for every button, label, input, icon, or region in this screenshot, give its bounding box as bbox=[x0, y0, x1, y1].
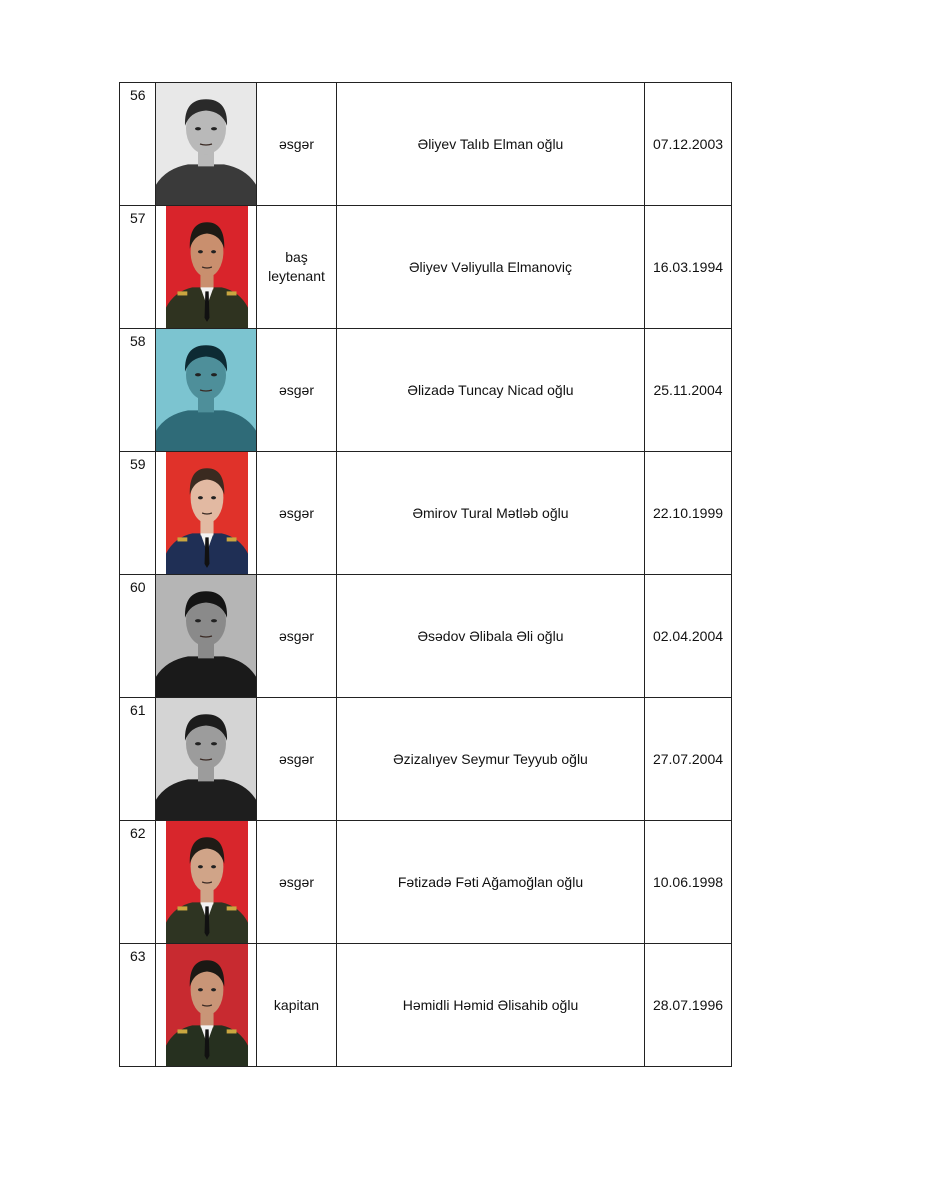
portrait-photo bbox=[156, 83, 256, 205]
portrait-frame bbox=[156, 698, 256, 820]
table-row bbox=[120, 83, 732, 206]
table-row bbox=[120, 821, 732, 944]
portrait-cell bbox=[156, 329, 257, 452]
portrait-photo bbox=[166, 944, 248, 1066]
table-row bbox=[120, 329, 732, 452]
portrait-frame bbox=[166, 821, 248, 943]
date-cell: 16.03.1994 bbox=[645, 206, 732, 329]
table-row bbox=[120, 206, 732, 329]
portrait-cell bbox=[156, 83, 257, 206]
date-cell: 28.07.1996 bbox=[645, 944, 732, 1067]
row-number: 57 bbox=[120, 206, 156, 329]
row-number: 61 bbox=[120, 698, 156, 821]
row-number: 63 bbox=[120, 944, 156, 1067]
table-row bbox=[120, 452, 732, 575]
rank-cell: əsgər bbox=[257, 698, 337, 821]
name-cell: Fətizadə Fəti Ağamoğlan oğlu bbox=[337, 821, 645, 944]
table-row bbox=[120, 575, 732, 698]
table-row bbox=[120, 944, 732, 1067]
rank-cell: əsgər bbox=[257, 821, 337, 944]
table-row bbox=[120, 698, 732, 821]
rank-cell: kapitan bbox=[257, 944, 337, 1067]
date-cell: 10.06.1998 bbox=[645, 821, 732, 944]
portrait-photo bbox=[166, 821, 248, 943]
name-cell: Əmirov Tural Mətləb oğlu bbox=[337, 452, 645, 575]
date-cell: 25.11.2004 bbox=[645, 329, 732, 452]
row-number: 60 bbox=[120, 575, 156, 698]
rank-cell: baş leytenant bbox=[257, 206, 337, 329]
portrait-photo bbox=[156, 575, 256, 697]
portrait-photo bbox=[156, 329, 256, 451]
name-cell: Əliyev Talıb Elman oğlu bbox=[337, 83, 645, 206]
portrait-frame bbox=[156, 329, 256, 451]
row-number: 56 bbox=[120, 83, 156, 206]
portrait-frame bbox=[166, 452, 248, 574]
rank-cell: əsgər bbox=[257, 329, 337, 452]
portrait-frame bbox=[156, 575, 256, 697]
name-cell: Əlizadə Tuncay Nicad oğlu bbox=[337, 329, 645, 452]
name-cell: Həmidli Həmid Əlisahib oğlu bbox=[337, 944, 645, 1067]
portrait-cell bbox=[156, 944, 257, 1067]
date-cell: 02.04.2004 bbox=[645, 575, 732, 698]
portrait-cell bbox=[156, 698, 257, 821]
personnel-table bbox=[119, 82, 732, 1067]
portrait-frame bbox=[166, 206, 248, 328]
portrait-photo bbox=[156, 698, 256, 820]
row-number: 59 bbox=[120, 452, 156, 575]
portrait-cell bbox=[156, 821, 257, 944]
name-cell: Əsədov Əlibala Əli oğlu bbox=[337, 575, 645, 698]
portrait-photo bbox=[166, 206, 248, 328]
rank-cell: əsgər bbox=[257, 575, 337, 698]
portrait-frame bbox=[156, 83, 256, 205]
name-cell: Əzizalıyev Seymur Teyyub oğlu bbox=[337, 698, 645, 821]
date-cell: 07.12.2003 bbox=[645, 83, 732, 206]
portrait-cell bbox=[156, 452, 257, 575]
name-cell: Əliyev Vəliyulla Elmanoviç bbox=[337, 206, 645, 329]
date-cell: 27.07.2004 bbox=[645, 698, 732, 821]
row-number: 58 bbox=[120, 329, 156, 452]
portrait-cell bbox=[156, 575, 257, 698]
row-number: 62 bbox=[120, 821, 156, 944]
portrait-frame bbox=[166, 944, 248, 1066]
rank-cell: əsgər bbox=[257, 83, 337, 206]
date-cell: 22.10.1999 bbox=[645, 452, 732, 575]
portrait-photo bbox=[166, 452, 248, 574]
portrait-cell bbox=[156, 206, 257, 329]
rank-cell: əsgər bbox=[257, 452, 337, 575]
